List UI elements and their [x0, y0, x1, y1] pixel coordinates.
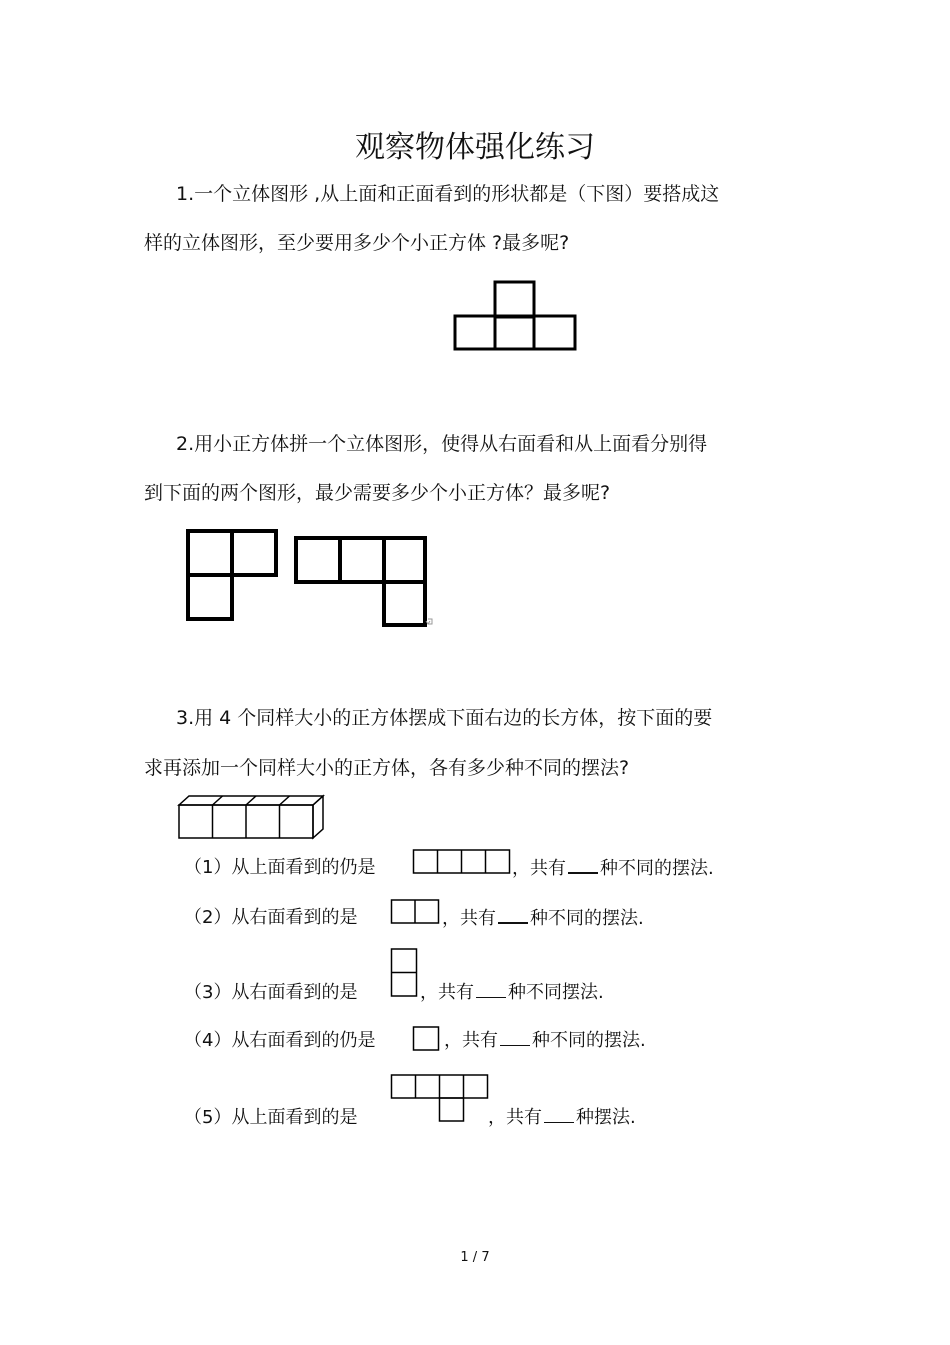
q3-item3-mid: ，共有 [420, 982, 474, 1003]
cuboid-figure [177, 795, 325, 840]
q1-line1: 1.一个立体图形 ,从上面和正面看到的形状都是（下图）要搭成这 [176, 183, 720, 205]
q3-item1-mid: ，共有 [512, 858, 566, 879]
q3-item1-blank[interactable] [568, 856, 598, 874]
q3-item4-blank[interactable] [500, 1029, 530, 1046]
q3-item2-answer [442, 906, 644, 931]
q3-item1-answer [512, 856, 714, 881]
q2-right-view-figure [184, 528, 280, 622]
q1-figure [450, 280, 580, 352]
q3-line2: 求再添加一个同样大小的正方体，各有多少种不同的摆法? [144, 757, 630, 779]
q3-item4-mid: ，共有 [444, 1030, 498, 1051]
q3-item5-answer [488, 1106, 636, 1130]
q3-item1-prefix: （1）从上面看到的仍是 [184, 857, 376, 878]
q3-item3-answer [420, 981, 604, 1005]
q1-line2: 样的立体图形，至少要用多少个小正方体 ?最多呢? [144, 232, 570, 254]
q3-item5-mid: ，共有 [488, 1107, 542, 1128]
q3-item4-prefix: （4）从右面看到的仍是 [184, 1030, 376, 1051]
q3-item1-figure [412, 848, 512, 876]
q2-line1: 2.用小正方体拼一个立体图形，使得从右面看和从上面看分别得 [176, 433, 708, 455]
q3-item2-blank[interactable] [498, 906, 528, 924]
page-title: 观察物体强化练习 [355, 130, 595, 165]
q3-item5-blank[interactable] [544, 1106, 574, 1123]
q3-item2-prefix: （2）从右面看到的是 [184, 907, 358, 928]
q3-item4-answer [444, 1029, 646, 1053]
q3-item4-suffix: 种不同的摆法. [532, 1030, 646, 1051]
q3-item3-suffix: 种不同摆法. [508, 982, 604, 1003]
q2-line2: 到下面的两个图形，最少需要多少个小正方体？最多呢? [144, 482, 611, 504]
q3-line1: 3.用 4 个同样大小的正方体摆成下面右边的长方体，按下面的要 [176, 707, 713, 729]
page-number: 1 / 7 [460, 1250, 490, 1265]
q3-item5-prefix: （5）从上面看到的是 [184, 1107, 358, 1128]
q3-item2-figure [390, 898, 442, 926]
q3-item3-prefix: （3）从右面看到的是 [184, 982, 358, 1003]
q3-item4-figure [412, 1025, 442, 1053]
q3-item1-suffix: 种不同的摆法. [600, 858, 714, 879]
q3-item3-figure [390, 947, 420, 999]
q3-item5-figure [390, 1072, 490, 1126]
q3-item2-mid: ，共有 [442, 908, 496, 929]
q3-item3-blank[interactable] [476, 981, 506, 998]
q2-top-view-figure [292, 535, 437, 630]
q3-item2-suffix: 种不同的摆法. [530, 908, 644, 929]
q3-item5-suffix: 种摆法. [576, 1107, 636, 1128]
